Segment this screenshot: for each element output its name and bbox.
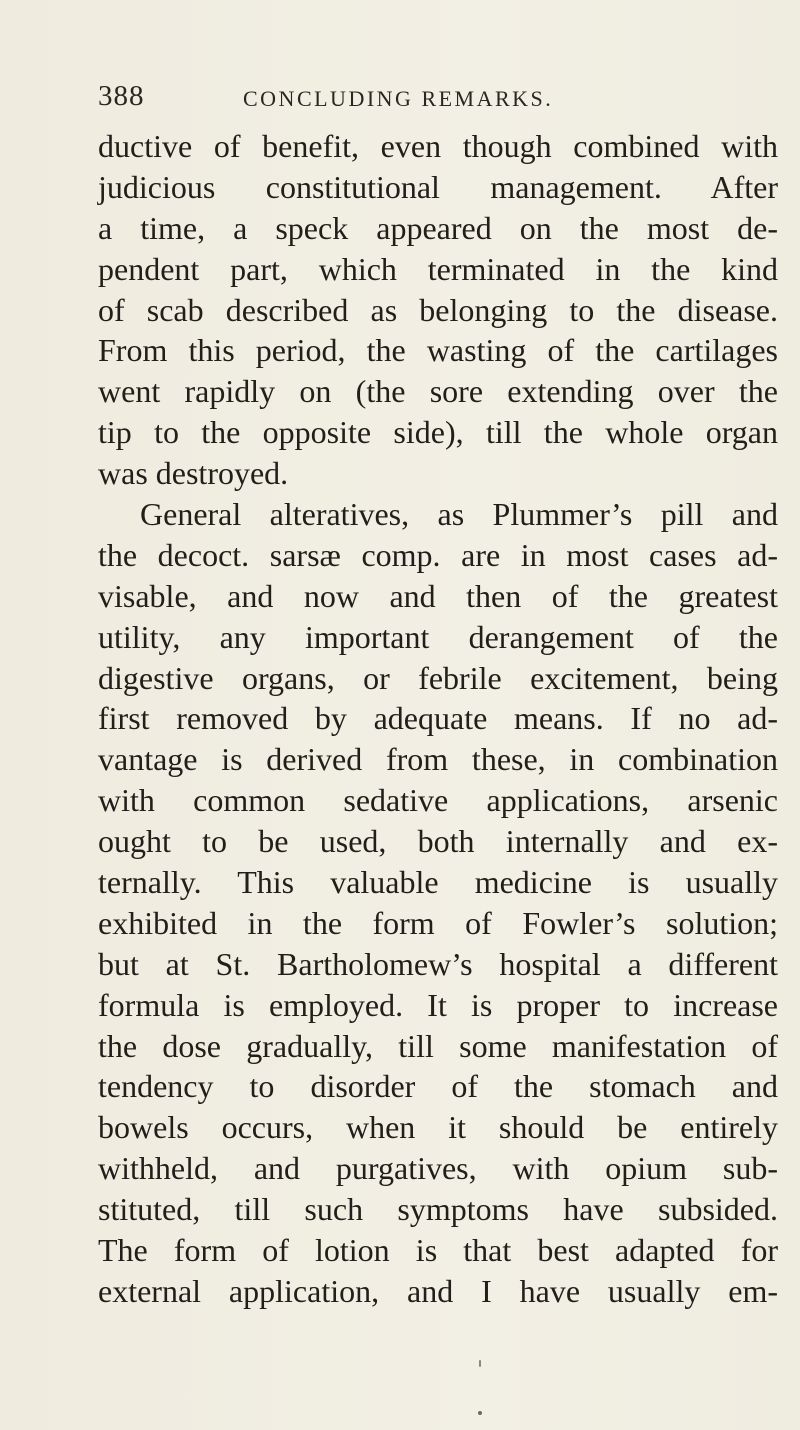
text-line: judicious constitutional management. After [98, 168, 778, 205]
text-line: tendency to disorder of the stomach and [98, 1068, 778, 1105]
paper-speck [479, 1360, 481, 1367]
running-head [98, 80, 758, 120]
text-line: visable, and now and then of the greatest [98, 577, 778, 614]
text-line: but at St. Bartholomew’s hospital a different [98, 945, 778, 982]
body-text [98, 126, 778, 1312]
page-number: 388 [98, 80, 145, 112]
text-line: digestive organs, or febrile excitement, being [98, 659, 778, 696]
text-line: tip to the opposite side), till the whole organ [98, 414, 778, 451]
text-line: From this period, the wasting of the cartilages [98, 332, 778, 369]
text-line: with common sedative applications, arsenic [98, 782, 778, 819]
text-line: first removed by adequate means. If no ad- [98, 700, 778, 737]
text-line: was destroyed. [98, 455, 289, 492]
running-head-title: CONCLUDING REMARKS. [243, 86, 554, 111]
text-line: pendent part, which terminated in the kind [98, 250, 778, 287]
paper-speck [478, 1411, 482, 1415]
text-line: a time, a speck appeared on the most de- [98, 209, 778, 246]
text-line: ternally. This valuable medicine is usually [98, 864, 778, 901]
text-line: the dose gradually, till some manifestation of [98, 1027, 778, 1064]
text-line: bowels occurs, when it should be entirely [98, 1109, 778, 1146]
text-line: utility, any important derangement of the [98, 618, 778, 655]
text-line: vantage is derived from these, in combination [98, 741, 778, 778]
text-line: of scab described as belonging to the disease. [98, 291, 778, 328]
text-line: formula is employed. It is proper to increase [98, 986, 778, 1023]
text-line: withheld, and purgatives, with opium sub- [98, 1150, 778, 1187]
text-line: General alteratives, as Plummer’s pill and [140, 496, 778, 533]
text-line: The form of lotion is that best adapted for [98, 1232, 778, 1269]
text-line: ductive of benefit, even though combined with [98, 128, 778, 164]
text-line: went rapidly on (the sore extending over the [98, 373, 778, 410]
text-line: external application, and I have usually em- [98, 1272, 778, 1309]
text-line: stituted, till such symptoms have subsided. [98, 1191, 778, 1228]
text-line: exhibited in the form of Fowler’s solution; [98, 904, 778, 941]
text-line: ought to be used, both internally and ex- [98, 823, 778, 860]
text-line: the decoct. sarsæ comp. are in most cases ad- [98, 536, 778, 573]
